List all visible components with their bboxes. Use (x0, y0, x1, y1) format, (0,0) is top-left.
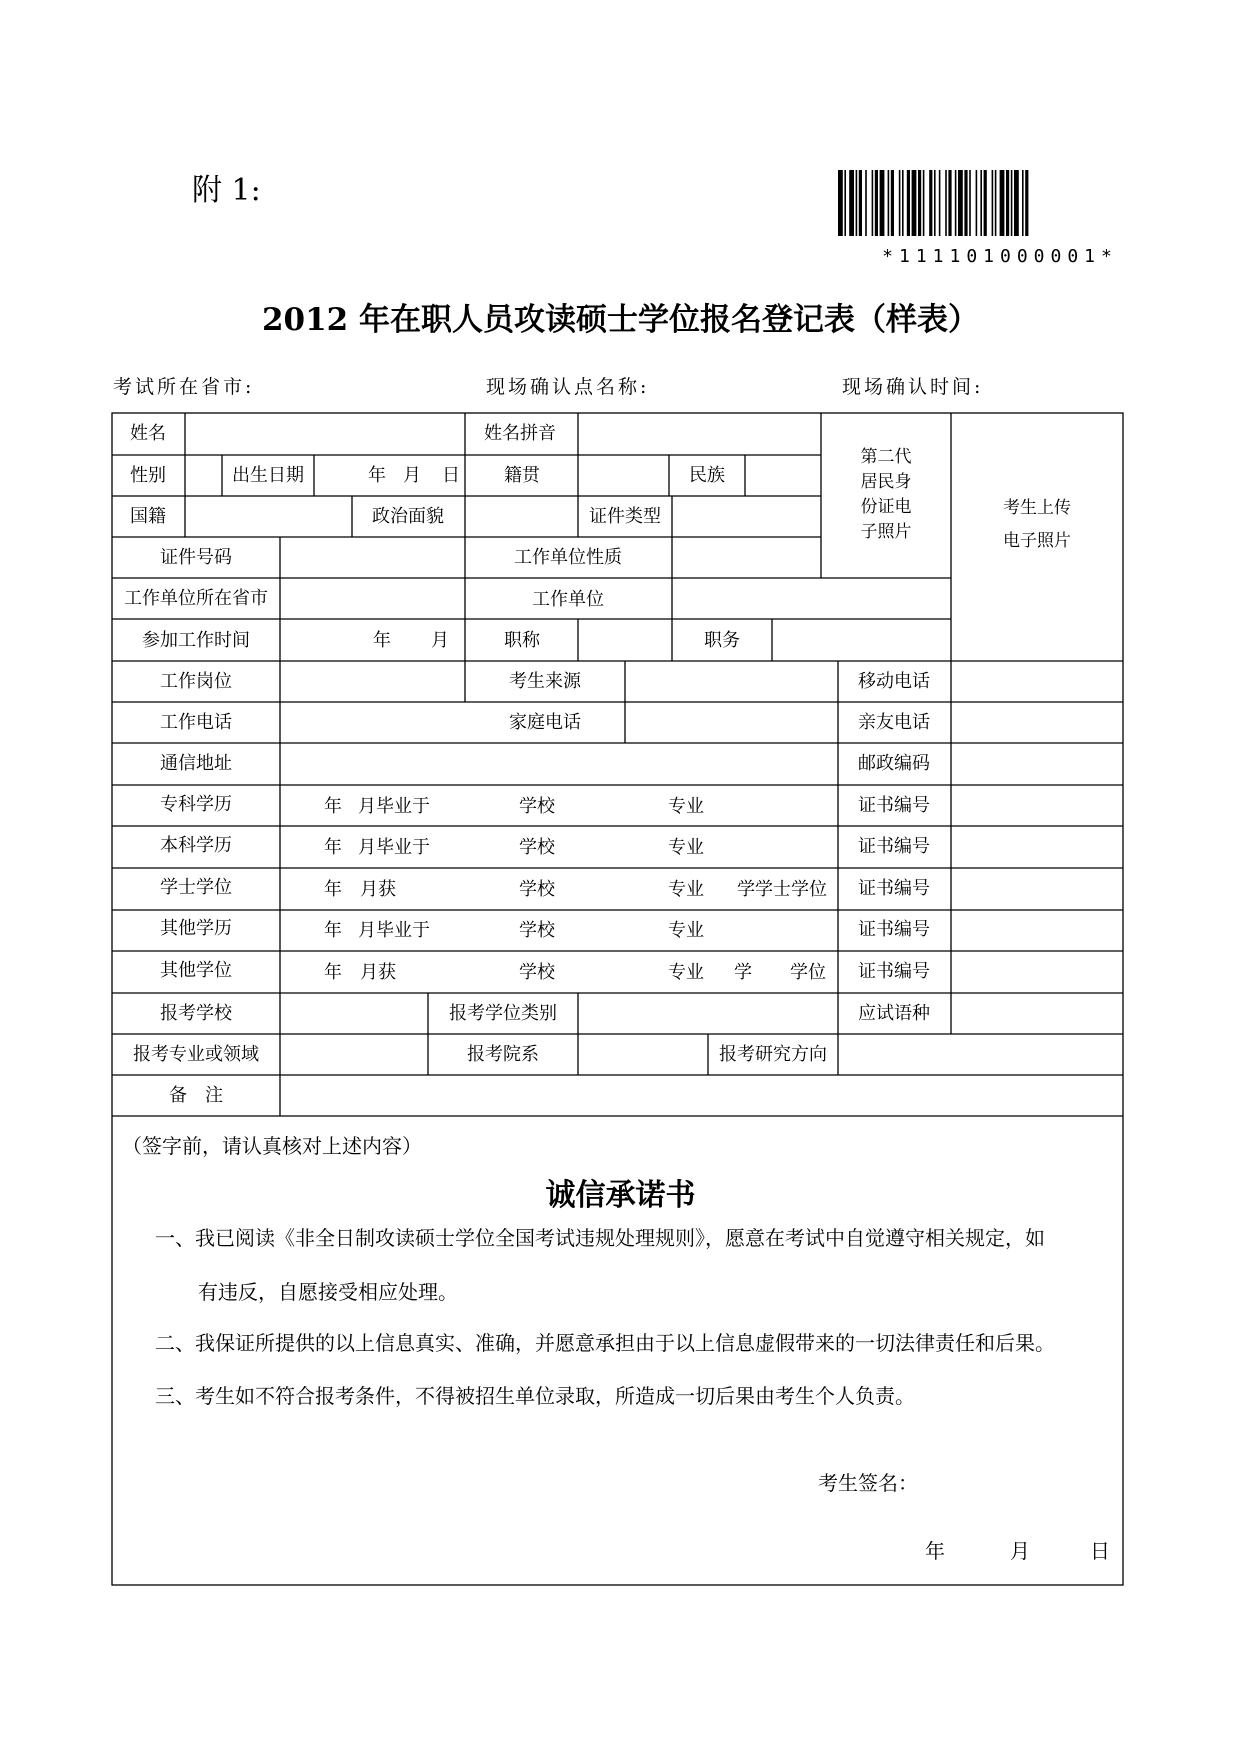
id-type-label: 证件类型 (589, 506, 661, 527)
employer-province-label: 工作单位所在省市 (124, 588, 268, 609)
bachelor-graduated-label: 月毕业于 (358, 837, 430, 858)
apply-school-label: 报考学校 (160, 1003, 232, 1024)
job-position-label: 工作岗位 (160, 671, 232, 692)
id-number-label: 证件号码 (160, 547, 232, 568)
barcode-number: *111101000001* (882, 246, 1118, 267)
confirm-time-label: 现场确认时间: (842, 376, 984, 398)
home-phone-label: 家庭电话 (509, 712, 581, 733)
exam-province-label: 考试所在省市: (113, 376, 255, 398)
other-edu-year-label: 年 (324, 920, 342, 941)
exam-language-label: 应试语种 (858, 1003, 930, 1024)
title-rank-label: 职称 (504, 630, 540, 651)
page-title: 2012 年在职人员攻读硕士学位报名登记表（样表） (261, 302, 980, 338)
birth-day-label: 日 (442, 465, 460, 486)
other-degree-cert-label: 证书编号 (858, 961, 930, 982)
college-major-label: 专业 (668, 796, 704, 817)
birth-month-label: 月 (403, 465, 421, 486)
bachelor-degree-school-label: 学校 (519, 879, 555, 900)
bachelor-degree-major-label: 专业 (668, 879, 704, 900)
employer-nature-label: 工作单位性质 (514, 547, 622, 568)
name-label: 姓名 (130, 423, 166, 444)
name-pinyin-label: 姓名拼音 (484, 423, 556, 444)
other-degree-year-label: 年 (324, 962, 342, 983)
candidate-source-label: 考生来源 (509, 671, 581, 692)
other-degree-obtained-label: 月获 (360, 962, 396, 983)
bachelor-school-label: 学校 (519, 837, 555, 858)
birth-year-label: 年 (368, 465, 386, 486)
sign-year-label: 年 (925, 1539, 945, 1563)
other-degree-wei: 学位 (790, 962, 826, 983)
college-year-label: 年 (324, 796, 342, 817)
nationality-label: 国籍 (130, 506, 166, 527)
other-edu-school-label: 学校 (519, 920, 555, 941)
pledge-item-3: 三、考生如不符合报考条件，不得被招生单位录取，所造成一切后果由考生个人负责。 (155, 1384, 915, 1408)
bachelor-degree-obtained-label: 月获 (360, 879, 396, 900)
postcode-label: 邮政编码 (858, 753, 930, 774)
bachelor-year-label: 年 (324, 837, 342, 858)
apply-degree-type-label: 报考学位类别 (449, 1003, 557, 1024)
college-cert-label: 证书编号 (858, 795, 930, 816)
address-label: 通信地址 (160, 753, 232, 774)
work-start-year-label: 年 (373, 630, 391, 651)
bachelor-cert-label: 证书编号 (858, 836, 930, 857)
pledge-item-2: 二、我保证所提供的以上信息真实、准确，并愿意承担由于以上信息虚假带来的一切法律责任和后果。 (155, 1331, 1055, 1355)
political-status-label: 政治面貌 (372, 506, 444, 527)
pledge-title: 诚信承诺书 (545, 1178, 696, 1213)
birth-date-label: 出生日期 (232, 465, 304, 486)
upload-photo-label: 考生上传 电子照片 (1003, 498, 1071, 551)
work-phone-label: 工作电话 (160, 712, 232, 733)
apply-direction-label: 报考研究方向 (719, 1044, 827, 1065)
bachelor-degree-cert-label: 证书编号 (858, 878, 930, 899)
apply-major-label: 报考专业或领域 (133, 1044, 259, 1065)
other-degree-label: 其他学位 (160, 960, 232, 981)
work-start-month-label: 月 (431, 630, 449, 651)
bachelor-degree-year-label: 年 (324, 879, 342, 900)
pledge-item-1-cont: 有违反，自愿接受相应处理。 (198, 1280, 458, 1304)
other-edu-label: 其他学历 (160, 918, 232, 939)
other-degree-xue: 学 (734, 962, 752, 983)
other-edu-graduated-label: 月毕业于 (358, 920, 430, 941)
mobile-label: 移动电话 (858, 671, 930, 692)
apply-department-label: 报考院系 (467, 1044, 539, 1065)
pledge-note: （签字前，请认真核对上述内容） (122, 1134, 422, 1158)
employer-label: 工作单位 (532, 589, 604, 610)
attachment-label: 附 1: (192, 173, 261, 208)
sign-day-label: 日 (1090, 1539, 1110, 1563)
college-school-label: 学校 (519, 796, 555, 817)
other-edu-cert-label: 证书编号 (858, 919, 930, 940)
other-degree-school-label: 学校 (519, 962, 555, 983)
bachelor-degree-label: 学士学位 (160, 877, 232, 898)
other-edu-major-label: 专业 (668, 920, 704, 941)
other-degree-major-label: 专业 (668, 962, 704, 983)
signature-label: 考生签名： (818, 1471, 918, 1495)
confirm-site-label: 现场确认点名称: (486, 376, 650, 398)
bachelor-edu-label: 本科学历 (160, 835, 232, 856)
bachelor-major-label: 专业 (668, 837, 704, 858)
post-label: 职务 (704, 630, 740, 651)
work-start-label: 参加工作时间 (142, 630, 250, 651)
college-graduated-label: 月毕业于 (358, 796, 430, 817)
gender-label: 性别 (130, 465, 166, 486)
remarks-label: 备 注 (169, 1085, 223, 1106)
id-photo-label: 第二代 居民身 份证电 子照片 (860, 447, 912, 542)
sign-month-label: 月 (1010, 1539, 1030, 1563)
native-place-label: 籍贯 (504, 465, 540, 486)
college-edu-label: 专科学历 (160, 794, 232, 815)
relative-phone-label: 亲友电话 (858, 712, 930, 733)
pledge-item-1: 一、我已阅读《非全日制攻读硕士学位全国考试违规处理规则》，愿意在考试中自觉遵守相关规定，如 (155, 1226, 1045, 1250)
bachelor-degree-suffix: 学学士学位 (737, 879, 827, 900)
ethnicity-label: 民族 (689, 465, 725, 486)
